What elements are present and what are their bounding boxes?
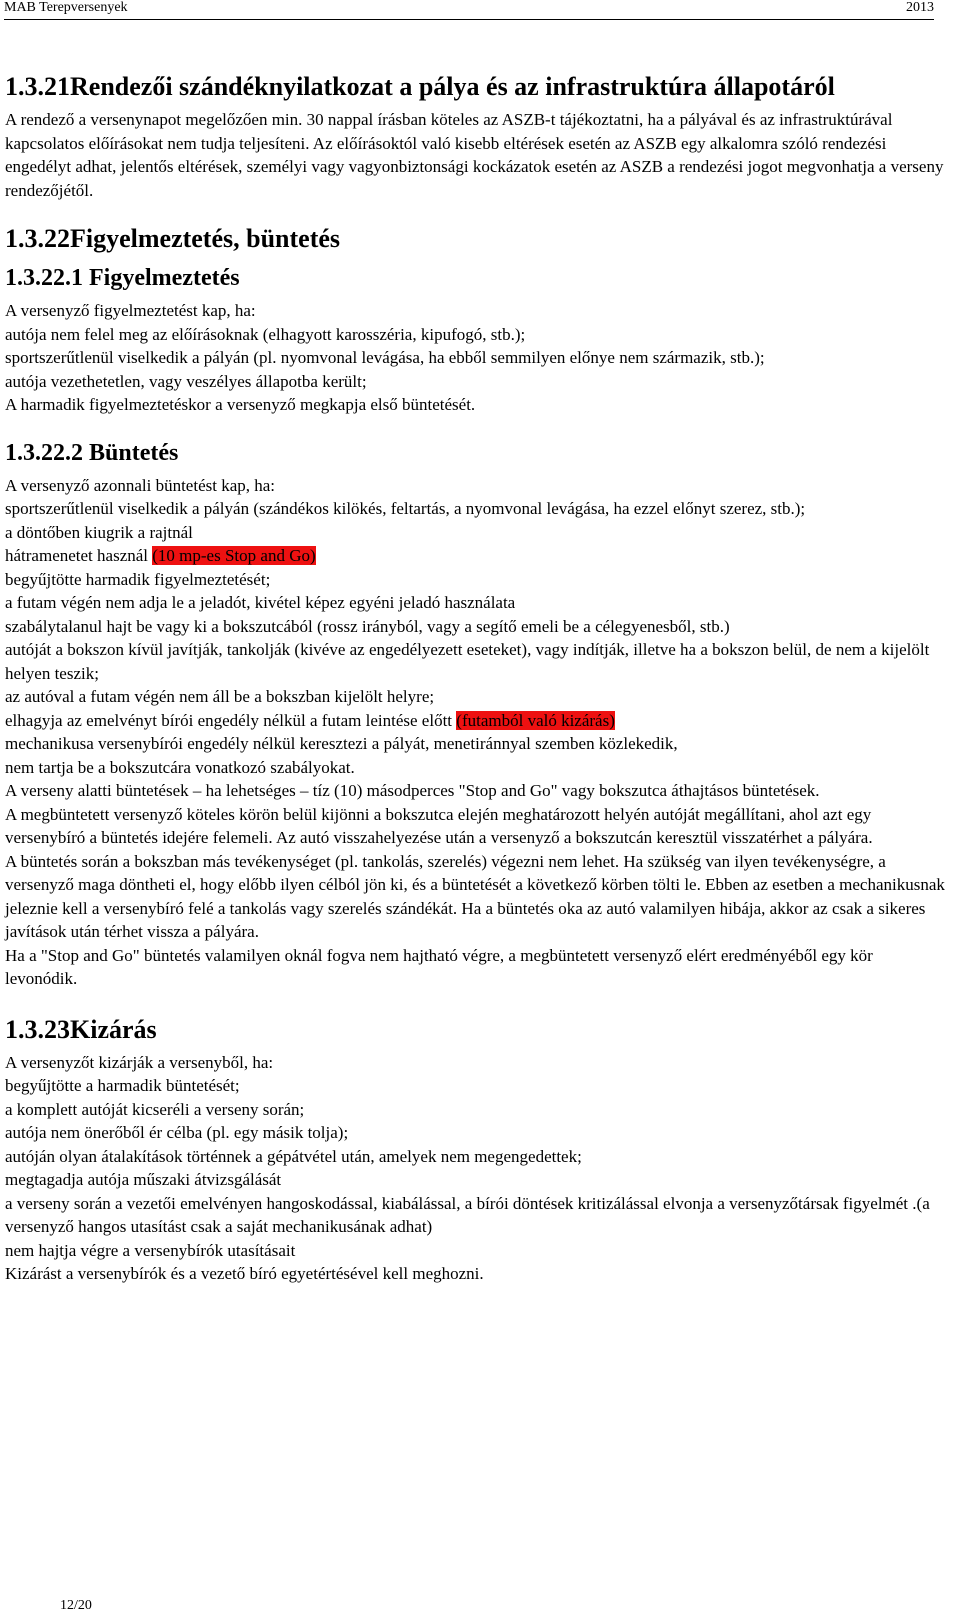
header-doc-title: MAB Terepversenyek [4,0,128,15]
penalty-line: szabálytalanul hajt be vagy ki a bokszutcából (rossz irányból, vagy a segítő emeli be a célegyenesből, stb.) [5,616,730,636]
disqualification-line: nem hajtja végre a versenybírók utasításait [5,1240,296,1260]
disqualification-line: Kizárást a versenybírók és a vezető bíró egyetértésével kell meghozni. [5,1264,484,1283]
section-heading-1-3-23: 1.3.23Kizárás [5,1014,157,1044]
warning-line: A harmadik figyelmeztetéskor a versenyző megkapja első büntetését. [5,395,476,414]
paragraph-organizer-statement: A rendező a versenynapot megelőzően min. 30 nappal írásban köteles az ASZB-t tájékoztatni, ha a pályával és az infrastruktúrával kapcsolatos előírásokat nem tudja teljesíteni. Az előírásoktól való kisebb eltérések esetén az ASZB egy alkalomra szóló rendezési engedélyt adhat, jelentős eltérések, személyi vagy vagyonbiztonsági kockázatok esetén az ASZB a rendezési jogot megvonhatja a verseny rendezőjétől. [5,110,944,200]
penalty-line: A megbüntetett versenyző köteles körön belül kijönni a bokszutca elején meghatározott helyén autóját megállítani, ahol azt egy versenybíró a büntetés idejére felemeli. Az autó visszahelyezése után a versenyző a bokszutcán keresztül visszatérhet a pályára. [5,804,873,847]
highlighted-disqualification-note: (futamból való kizárás) [456,710,615,730]
page-number: 12/20 [60,1598,92,1613]
penalty-line: autóját a bokszon kívül javítják, tankolják (kivéve az engedélyezett eseteket), vagy indítják, illetve ha a bokszon belül, de nem a kijelölt helyen teszik; [5,640,930,683]
penalty-line: a döntőben kiugrik a rajtnál [5,522,193,542]
subsection-heading-penalty: 1.3.22.2 Büntetés [5,439,179,466]
penalty-line-text: hátramenetet használ [5,546,153,565]
penalty-line: sportszerűtlenül viselkedik a pályán (szándékos kilökés, feltartás, a nyomvonal levágása, ha ezzel előnyt szerez, stb.); [5,499,806,518]
penalty-line: Ha a "Stop and Go" büntetés valamilyen oknál fogva nem hajtható végre, a megbüntetett versenyző elért eredményéből egy kör levonódik. [5,945,873,988]
disqualification-line: autóján olyan átalakítások történnek a gépátvétel után, amelyek nem megengedettek; [5,1146,582,1166]
penalty-line: A versenyző azonnali büntetést kap, ha: [5,475,276,495]
penalty-line: A büntetés során a bokszban más tevékenységet (pl. tankolás, szerelés) végezni nem lehet. Ha szükség van ilyen tevékenységre, a versenyző maga döntheti el, hogy előbb ilyen célból jön ki, és a büntetését a következő körben tölti le. Ebben az esetben a mechanikusnak jeleznie kell a versenybíró felé a tankolás vagy szerelés szándékát. Ha a büntetés oka az autó valamilyen hibája, akkor az csak a sikeres javítások után térhet vissza a pályára. [5,851,945,941]
penalty-line: a futam végén nem adja le a jeladót, kivétel képez egyéni jeladó használata [5,593,516,612]
header-year: 2013 [906,0,934,15]
penalty-line-text: elhagyja az emelvényt bírói engedély nélkül a futam leintése előtt [5,710,457,730]
disqualification-line: a verseny során a vezetői emelvényen hangoskodással, kiabálással, a bírói döntések kritizálással elvonja a versenyzőtársak figyelmét .(a versenyző hangos utasítást csak a saját mechanikusának adhat) [5,1193,930,1236]
disqualification-line: megtagadja autója műszaki átvizsgálását [5,1170,282,1189]
subsection-heading-warning: 1.3.22.1 Figyelmeztetés [5,265,240,291]
disqualification-line: begyűjtötte a harmadik büntetését; [5,1076,240,1095]
warning-line: sportszerűtlenül viselkedik a pályán (pl. nyomvonal levágása, ha ebből semmilyen előnye nem származik, stb.); [5,348,765,367]
disqualification-line: a komplett autóját kicseréli a verseny során; [5,1099,305,1119]
document-body [5,72,945,1286]
penalty-line: A verseny alatti büntetések – ha lehetséges – tíz (10) másodperces "Stop and Go" vagy bokszutca áthajtásos büntetések. [5,781,820,800]
penalty-line: mechanikusa versenybírói engedély nélkül keresztezi a pályát, menetiránnyal szemben közlekedik, [5,734,678,753]
penalty-line: az autóval a futam végén nem áll be a bokszban kijelölt helyre; [5,687,435,706]
warning-line: autója vezethetetlen, vagy veszélyes állapotba került; [5,371,367,391]
disqualification-line: A versenyzőt kizárják a versenyből, ha: [5,1052,274,1072]
section-heading-1-3-22: 1.3.22Figyelmeztetés, büntetés [5,224,341,253]
warning-line: autója nem felel meg az előírásoknak (elhagyott karosszéria, kipufogó, stb.); [5,324,526,344]
highlighted-penalty-note: (10 mp-es Stop and Go) [152,546,316,565]
page-header [4,0,934,20]
penalty-line: nem tartja be a bokszutcára vonatkozó szabályokat. [5,757,355,777]
section-heading-1-3-21: 1.3.21Rendezői szándéknyilatkozat a pálya és az infrastruktúra állapotáról [5,72,835,101]
warning-line: A versenyző figyelmeztetést kap, ha: [5,301,256,320]
penalty-line [5,709,945,733]
penalty-line: begyűjtötte harmadik figyelmeztetését; [5,569,271,589]
disqualification-line: autója nem önerőből ér célba (pl. egy másik tolja); [5,1123,349,1142]
penalty-line [5,544,945,568]
